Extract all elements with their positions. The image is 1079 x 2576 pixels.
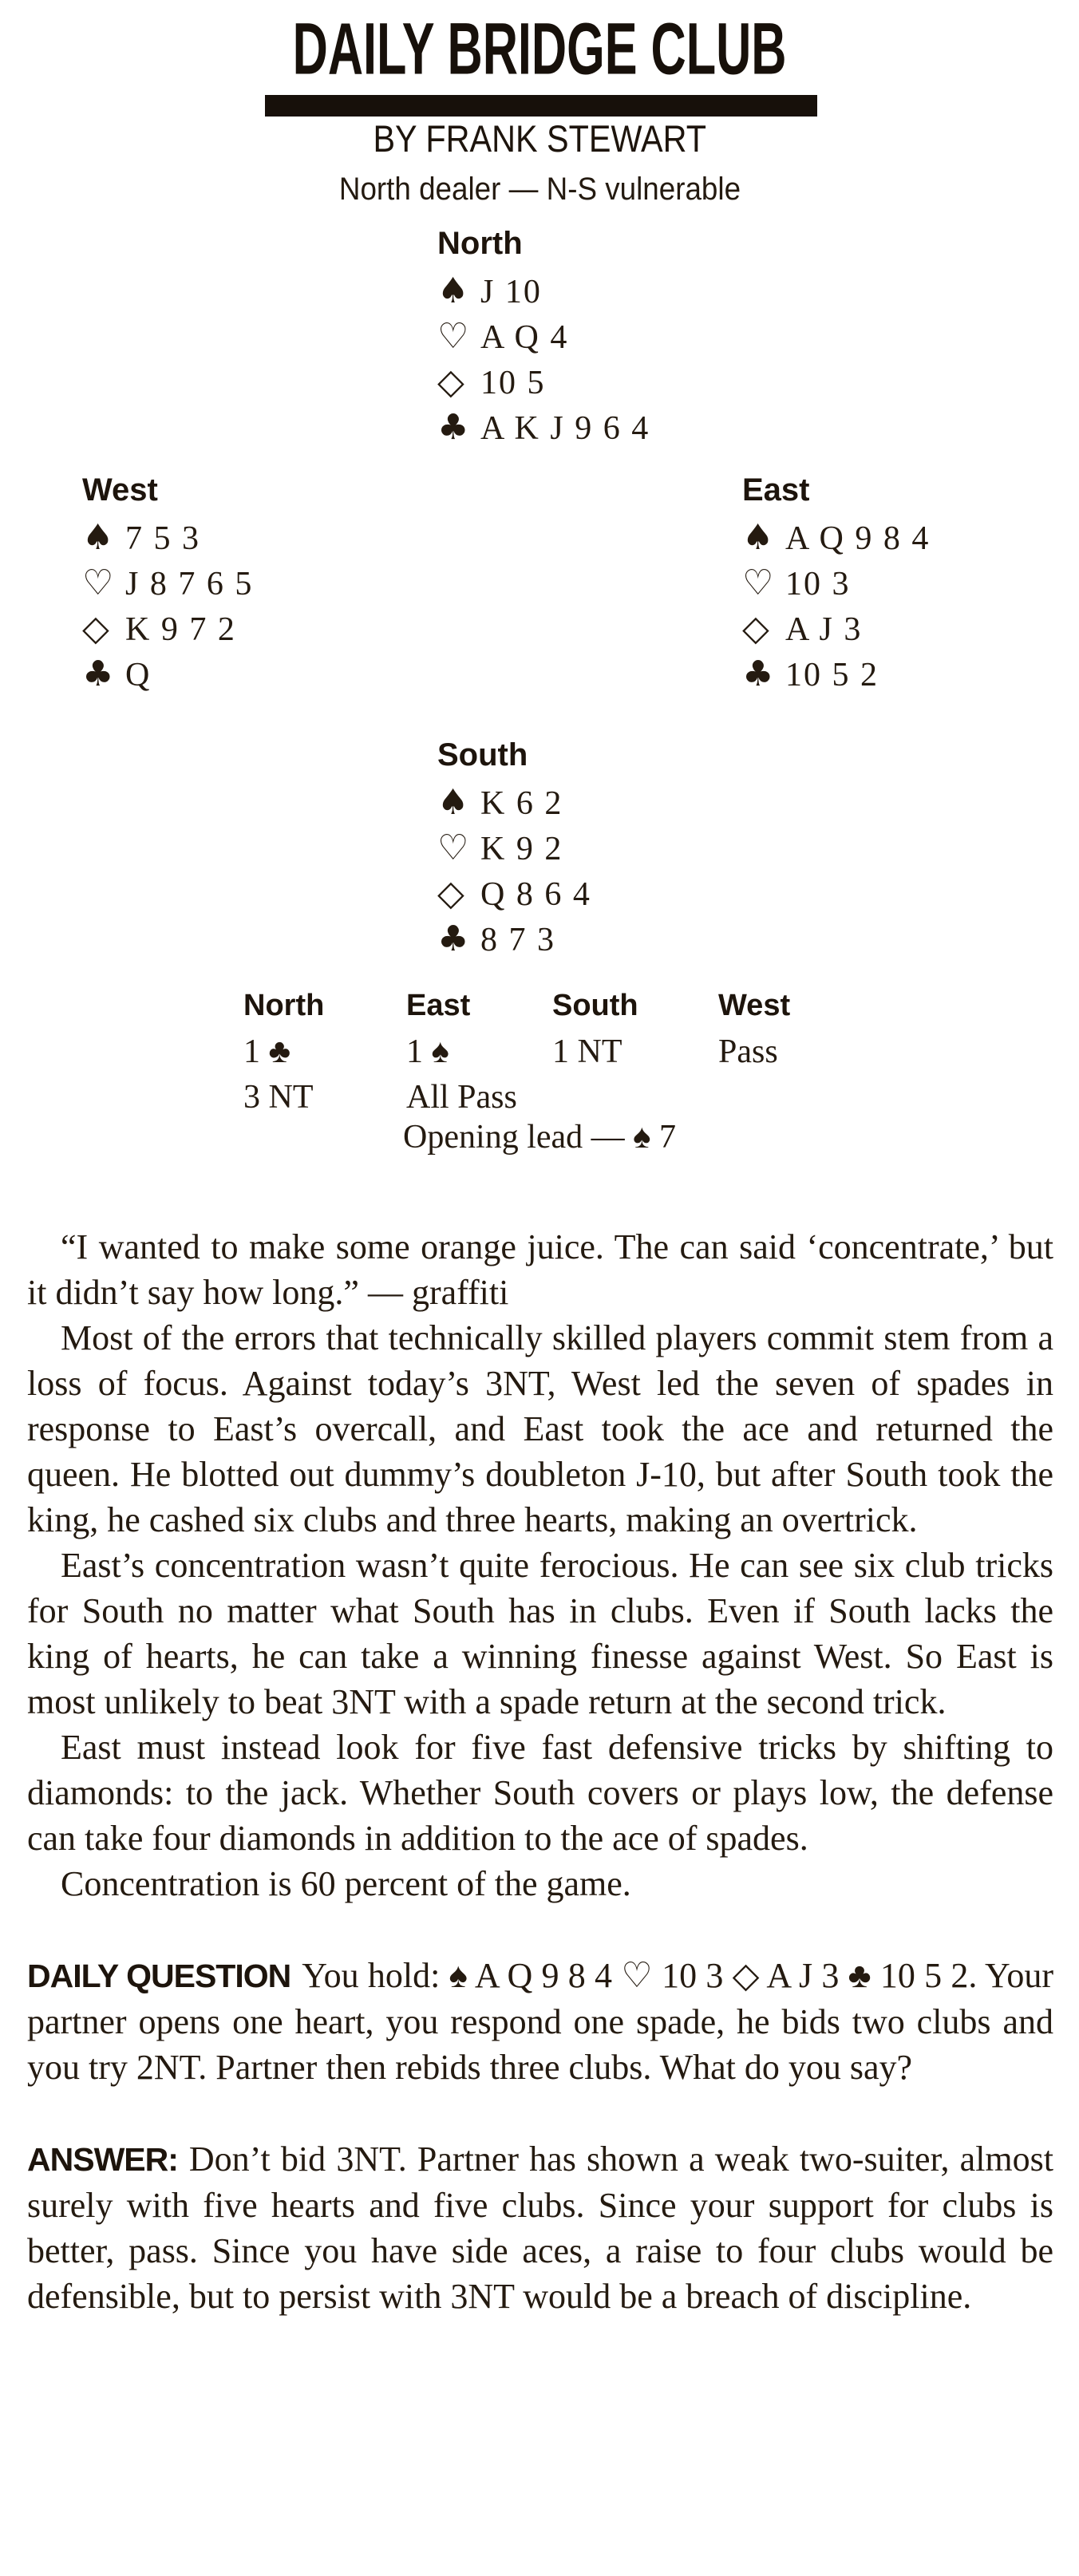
- club-cards: 10 5 2: [785, 657, 879, 693]
- bid-cell-west-1: Pass: [718, 1033, 778, 1070]
- bid-header-east: East: [406, 989, 471, 1022]
- bid-cell-east-2: All Pass: [406, 1079, 517, 1116]
- club-cards: A K J 9 6 4: [480, 410, 650, 447]
- heart-cards: 10 3: [785, 566, 851, 603]
- byline: [0, 117, 1079, 160]
- daily-question-text: You hold: ♠ A Q 9 8 4 ♡ 10 3 ◇ A J 3 ♣ 10 5 2. Your partner opens one heart, you respond one spade, he bids two clubs and you try 2NT. Partner then rebids three clubs. What do you say?: [27, 1956, 1054, 2087]
- club-icon: ♣: [742, 654, 774, 694]
- dealer-vulnerability-line: [0, 172, 1079, 207]
- daily-question-label: DAILY QUESTION: [27, 1958, 291, 1994]
- heart-icon: ♡: [742, 563, 774, 603]
- hand-west: [82, 472, 425, 697]
- hand-east-spades-row: [742, 516, 1079, 561]
- heart-cards: A Q 4: [480, 319, 569, 356]
- hand-south-clubs-row: [437, 917, 781, 962]
- diamond-icon: ◇: [742, 608, 769, 649]
- hand-west-label: West: [82, 472, 158, 508]
- diamond-cards: Q 8 6 4: [480, 876, 591, 913]
- bid-header-west: West: [718, 989, 791, 1022]
- answer-text: Don’t bid 3NT. Partner has shown a weak two-suiter, almost surely with five hearts and five clubs. Since your support for clubs is better, pass. Since you have side aces, a raise to four clubs would be defensible, but to persist with 3NT would be a breach of discipline.: [27, 2139, 1053, 2316]
- hand-north-diamonds-row: [437, 360, 781, 405]
- paragraph: Most of the errors that technically skilled players commit stem from a loss of focus. Against today’s 3NT, West led the seven of spades in response to East’s overcall, and East took the ace and returned the queen. He blotted out dummy’s doubleton J-10, but after South took the king, he cashed six clubs and three hearts, making an overtrick.: [27, 1318, 1053, 1539]
- hand-north: [437, 226, 781, 451]
- hand-west-hearts-row: [82, 561, 425, 606]
- hand-west-clubs-row: [82, 652, 425, 697]
- hand-south-diamonds-row: [437, 871, 781, 917]
- hand-west-diamonds-row: [82, 606, 425, 652]
- hand-east-label: East: [742, 472, 810, 508]
- diamond-icon: ◇: [437, 362, 464, 402]
- bid-header-north: North: [243, 989, 325, 1022]
- bid-cell-east-1: 1 ♠: [406, 1033, 449, 1070]
- hand-south: [437, 737, 781, 962]
- bid-cell-north-1: 1 ♣: [243, 1033, 291, 1070]
- hand-north-spades-row: [437, 269, 781, 314]
- hand-north-clubs-row: [437, 405, 781, 451]
- page-title: DAILY BRIDGE CLUB: [292, 8, 787, 90]
- answer-label: ANSWER:: [27, 2141, 178, 2178]
- paragraph-quote: “I wanted to make some orange juice. The can said ‘concentrate,’ but it didn’t say how long.” — graffiti: [27, 1227, 1053, 1312]
- dealer-vulnerability-text: North dealer — N-S vulnerable: [338, 172, 741, 207]
- hand-east-diamonds-row: [742, 606, 1079, 652]
- diamond-cards: K 9 7 2: [125, 611, 236, 648]
- bid-header-south: South: [552, 989, 638, 1022]
- club-icon: ♣: [437, 919, 469, 959]
- hand-north-hearts-row: [437, 314, 781, 360]
- answer-paragraph: [27, 2136, 1053, 2319]
- heart-cards: J 8 7 6 5: [125, 566, 254, 603]
- spade-icon: ♠: [742, 517, 774, 558]
- hand-east: [742, 472, 1079, 697]
- article-body: [27, 1224, 1053, 2319]
- heart-cards: K 9 2: [480, 831, 563, 867]
- daily-question-paragraph: [27, 1953, 1053, 2090]
- hand-east-hearts-row: [742, 561, 1079, 606]
- spade-icon: ♠: [437, 271, 469, 311]
- title-underline-bar: [265, 95, 817, 117]
- spade-cards: K 6 2: [480, 785, 563, 822]
- heart-icon: ♡: [437, 316, 469, 357]
- hand-south-hearts-row: [437, 826, 781, 871]
- diamond-cards: A J 3: [785, 611, 863, 648]
- spade-icon: ♠: [437, 782, 469, 823]
- paragraph: East’s concentration wasn’t quite ferocious. He can see six club tricks for South no matter what South has in clubs. Even if South lacks the king of hearts, he can take a winning finesse against West. So East is most unlikely to beat 3NT with a spade return at the second trick.: [27, 1546, 1053, 1721]
- heart-icon: ♡: [437, 828, 469, 868]
- club-cards: 8 7 3: [480, 922, 555, 958]
- bid-cell-south-1: 1 NT: [552, 1033, 622, 1070]
- paragraph: East must instead look for five fast defensive tricks by shifting to diamonds: to the jack. Whether South covers or plays low, the defense can take four diamonds in addition to the ace of spades.: [27, 1728, 1053, 1858]
- spade-cards: 7 5 3: [125, 520, 200, 557]
- hand-south-spades-row: [437, 780, 781, 826]
- paragraph: Concentration is 60 percent of the game.: [61, 1864, 631, 1903]
- diamond-cards: 10 5: [480, 365, 546, 401]
- club-cards: Q: [125, 657, 152, 693]
- bid-cell-north-2: 3 NT: [243, 1079, 314, 1116]
- spade-cards: A Q 9 8 4: [785, 520, 931, 557]
- club-icon: ♣: [437, 407, 469, 448]
- diamond-icon: ◇: [82, 608, 109, 649]
- hand-north-label: North: [437, 226, 523, 261]
- heart-icon: ♡: [82, 563, 114, 603]
- hand-south-label: South: [437, 737, 528, 772]
- spade-icon: ♠: [82, 517, 114, 558]
- club-icon: ♣: [82, 654, 114, 694]
- diamond-icon: ◇: [437, 873, 464, 914]
- opening-lead-line: Opening lead — ♠ 7: [403, 1119, 676, 1156]
- byline-text: BY FRANK STEWART: [373, 117, 706, 160]
- hand-east-clubs-row: [742, 652, 1079, 697]
- hand-west-spades-row: [82, 516, 425, 561]
- masthead: [0, 8, 1079, 90]
- spade-cards: J 10: [480, 274, 542, 310]
